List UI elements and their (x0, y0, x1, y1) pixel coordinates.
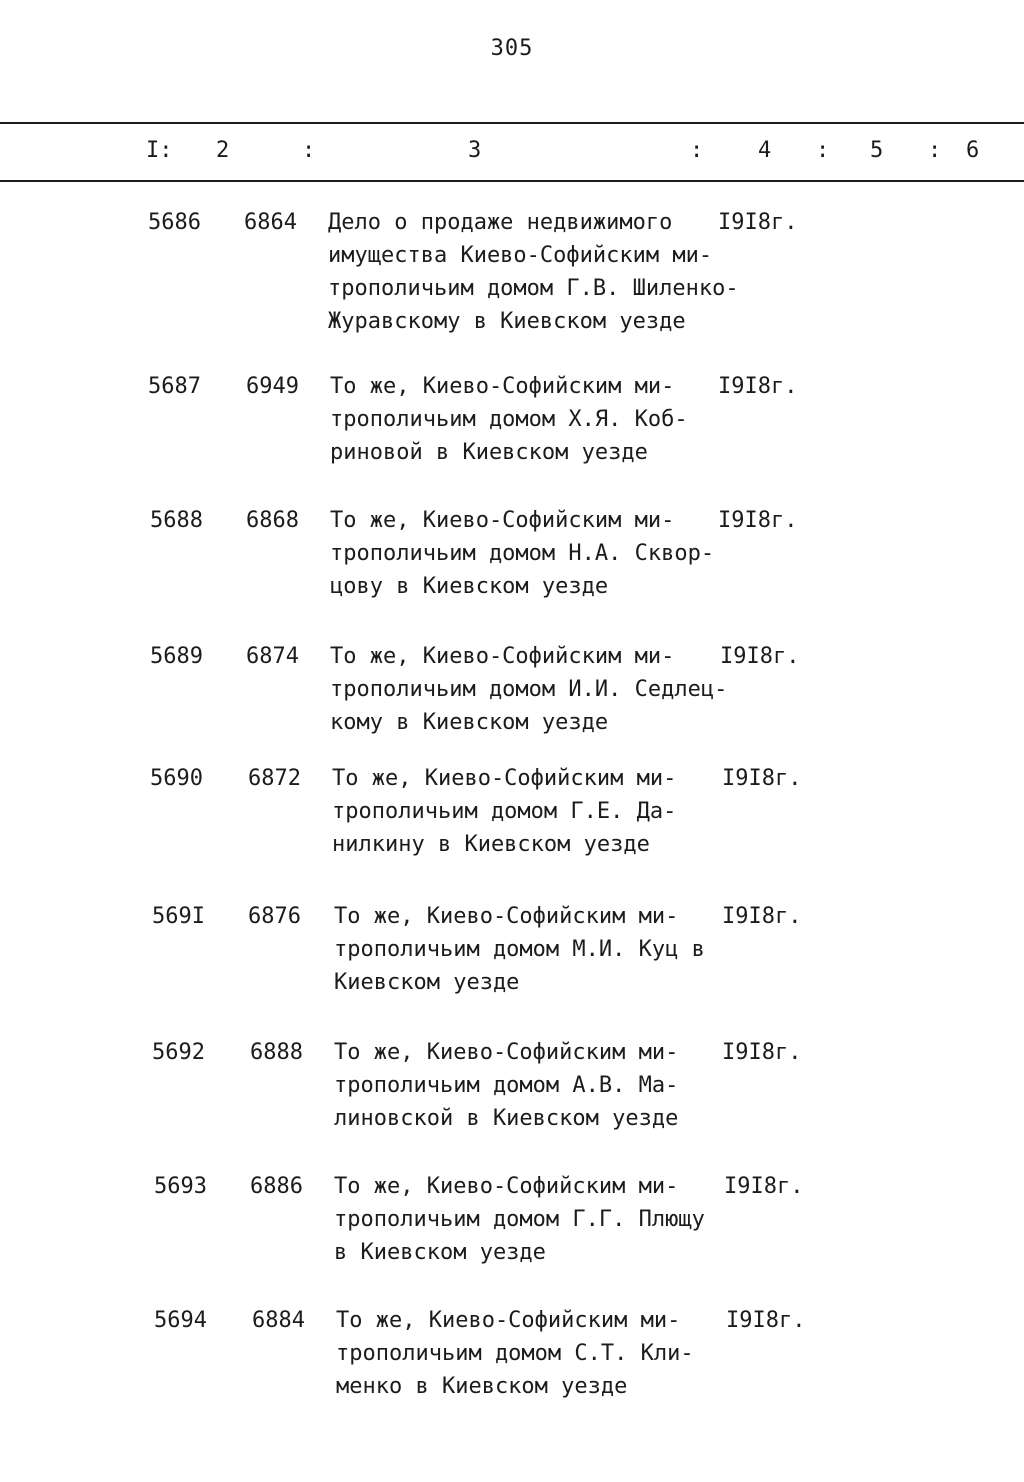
record-date: I9I8г. (722, 766, 802, 791)
description-line: То же, Киево-Софийским ми- (334, 1040, 679, 1065)
reference-number: 6949 (246, 374, 299, 399)
reference-number: 6876 (248, 904, 301, 929)
description-line: менко в Киевском уезде (336, 1374, 628, 1399)
header-col-5: 5 (870, 138, 884, 163)
description-line: То же, Киево-Софийским ми- (334, 904, 679, 929)
reference-number: 6884 (252, 1308, 305, 1333)
description-line: трополичьим домом С.Т. Кли- (336, 1341, 694, 1366)
header-col-6: 6 (966, 138, 980, 163)
reference-number: 6864 (244, 210, 297, 235)
header-separator: : (302, 138, 316, 163)
record-date: I9I8г. (720, 644, 800, 669)
header-bottom-rule (0, 180, 1024, 182)
record-date: I9I8г. (724, 1174, 804, 1199)
header-col-3: 3 (468, 138, 482, 163)
description-line: То же, Киево-Софийским ми- (336, 1308, 681, 1333)
record-description (330, 640, 727, 739)
header-separator: : (816, 138, 830, 163)
record-number: 5686 (148, 210, 201, 235)
record-number: 5687 (148, 374, 201, 399)
description-line: То же, Киево-Софийским ми- (330, 508, 675, 533)
header-separator: : (928, 138, 942, 163)
header-col-4: 4 (758, 138, 772, 163)
record-date: I9I8г. (726, 1308, 806, 1333)
record-description (332, 762, 676, 861)
reference-number: 6868 (246, 508, 299, 533)
record-number: 5688 (150, 508, 203, 533)
description-line: риновой в Киевском уезде (330, 440, 648, 465)
description-line: Журавскому в Киевском уезде (328, 309, 686, 334)
description-line: имущества Киево-Софийским ми- (328, 243, 713, 268)
record-date: I9I8г. (722, 904, 802, 929)
record-description (328, 206, 739, 338)
record-description (334, 900, 705, 999)
description-line: линовской в Киевском уезде (334, 1106, 679, 1131)
record-number: 5690 (150, 766, 203, 791)
reference-number: 6886 (250, 1174, 303, 1199)
record-description (330, 504, 714, 603)
page-number: 305 (490, 36, 534, 61)
record-number: 569I (152, 904, 205, 929)
description-line: трополичьим домом И.И. Седлец- (330, 677, 728, 702)
description-line: цову в Киевском уезде (330, 574, 609, 599)
description-line: кому в Киевском уезде (330, 710, 609, 735)
header-top-rule (0, 122, 1024, 124)
description-line: трополичьим домом Н.А. Сквор- (330, 541, 715, 566)
reference-number: 6874 (246, 644, 299, 669)
record-number: 5692 (152, 1040, 205, 1065)
description-line: То же, Киево-Софийским ми- (334, 1174, 679, 1199)
record-number: 5694 (154, 1308, 207, 1333)
description-line: Киевском уезде (334, 970, 520, 995)
description-line: трополичьим домом Г.В. Шиленко- (328, 276, 739, 301)
record-date: I9I8г. (718, 210, 798, 235)
description-line: Дело о продаже недвижимого (328, 210, 673, 235)
record-number: 5689 (150, 644, 203, 669)
description-line: в Киевском уезде (334, 1240, 546, 1265)
record-description (334, 1170, 705, 1269)
header-col-2: 2 (216, 138, 230, 163)
header-col-1: I: (146, 138, 173, 163)
description-line: нилкину в Киевском уезде (332, 832, 650, 857)
record-description (330, 370, 688, 469)
description-line: То же, Киево-Софийским ми- (332, 766, 677, 791)
description-line: трополичьим домом Г.Г. Плющу (334, 1207, 705, 1232)
record-number: 5693 (154, 1174, 207, 1199)
record-description (334, 1036, 678, 1135)
description-line: То же, Киево-Софийским ми- (330, 644, 675, 669)
reference-number: 6872 (248, 766, 301, 791)
header-separator: : (690, 138, 704, 163)
record-date: I9I8г. (718, 508, 798, 533)
record-description (336, 1304, 694, 1403)
description-line: трополичьим домом А.В. Ма- (334, 1073, 679, 1098)
description-line: трополичьим домом М.И. Куц в (334, 937, 705, 962)
description-line: трополичьим домом Х.Я. Коб- (330, 407, 688, 432)
description-line: То же, Киево-Софийским ми- (330, 374, 675, 399)
record-date: I9I8г. (722, 1040, 802, 1065)
reference-number: 6888 (250, 1040, 303, 1065)
description-line: трополичьим домом Г.Е. Да- (332, 799, 677, 824)
record-date: I9I8г. (718, 374, 798, 399)
